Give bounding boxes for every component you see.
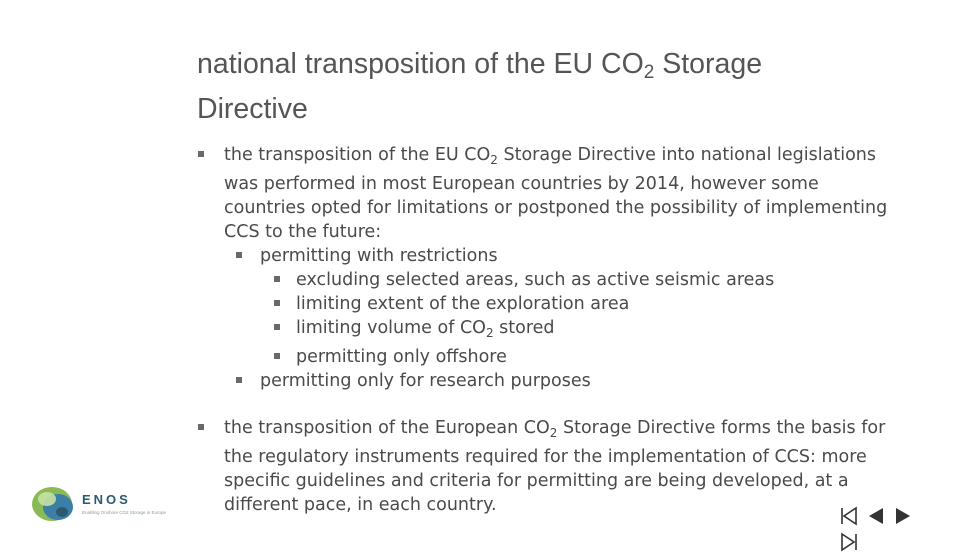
bullet-text-end: Storage Directive into national legislations was performed in most European countries by 2014, however some countries opted for limitations or postponed the possibility of implementing CCS to the future: bbox=[224, 145, 888, 242]
bullet-marker bbox=[274, 300, 280, 306]
bullet-text: permitting only for research purposes bbox=[260, 371, 591, 391]
logo-name: ENOS bbox=[82, 492, 131, 507]
bullet-item bbox=[198, 244, 898, 268]
bullet-subscript: 2 bbox=[549, 426, 558, 440]
bullet-item bbox=[198, 345, 898, 369]
bullet-text: the transposition of the European CO bbox=[224, 418, 550, 438]
title-text-end: Storage Directive bbox=[197, 48, 763, 125]
previous-slide-icon[interactable] bbox=[865, 505, 887, 527]
bullet-text-end: stored bbox=[493, 318, 555, 338]
bullet-text: permitting with restrictions bbox=[260, 246, 498, 266]
first-slide-icon[interactable] bbox=[838, 505, 860, 527]
bullet-subscript: 2 bbox=[485, 326, 494, 340]
slide-navigation bbox=[838, 505, 938, 527]
last-slide-icon[interactable] bbox=[838, 531, 860, 553]
bullet-marker bbox=[274, 276, 280, 282]
bullet-text: the transposition of the EU CO bbox=[224, 145, 491, 165]
bullet-marker bbox=[236, 252, 242, 258]
next-slide-icon[interactable] bbox=[892, 505, 914, 527]
bullet-item bbox=[198, 316, 898, 345]
bullet-list bbox=[198, 143, 898, 517]
title-subscript: 2 bbox=[643, 62, 655, 83]
bullet-item bbox=[198, 268, 898, 292]
bullet-text-end: Storage Directive forms the basis for the regulatory instruments required for the implementation of CCS: more specific guidelines and criteria for permitting are being developed, at a different pace, in each country. bbox=[224, 418, 886, 515]
bullet-item bbox=[198, 292, 898, 316]
bullet-item bbox=[198, 369, 898, 393]
bullet-text: permitting only offshore bbox=[296, 347, 507, 367]
bullet-text: limiting extent of the exploration area bbox=[296, 294, 630, 314]
bullet-subscript: 2 bbox=[490, 153, 498, 167]
bullet-text: limiting volume of CO bbox=[296, 318, 486, 338]
title-text: national transposition of the EU CO bbox=[197, 48, 644, 80]
bullet-item bbox=[198, 143, 898, 244]
bullet-marker bbox=[198, 151, 204, 157]
bullet-marker bbox=[236, 377, 242, 383]
bullet-marker bbox=[198, 424, 204, 430]
bullet-item bbox=[198, 416, 898, 517]
bullet-text: excluding selected areas, such as active seismic areas bbox=[296, 270, 775, 290]
logo-tagline: Enabling Onshore CO2 Storage in Europe bbox=[82, 510, 167, 515]
slide-title bbox=[197, 46, 877, 127]
bullet-marker bbox=[274, 353, 280, 359]
bullet-marker bbox=[274, 324, 280, 330]
